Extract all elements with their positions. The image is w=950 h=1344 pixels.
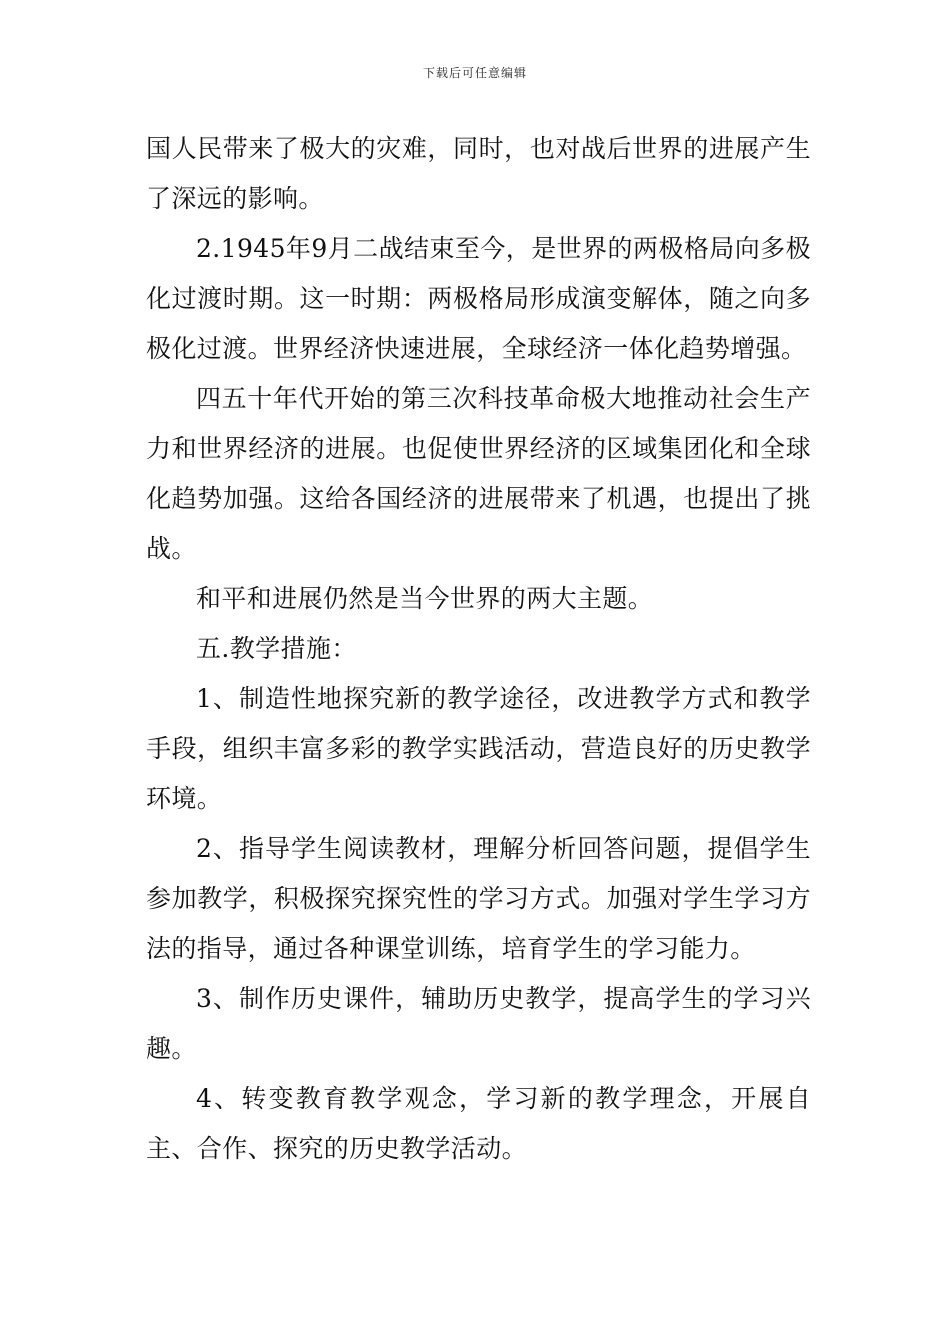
paragraph-tech-revolution: 四五十年代开始的第三次科技革命极大地推动社会生产力和世界经济的进展。也促使世界经济的区域集团化和全球化趋势加强。这给各国经济的进展带来了机遇，也提出了挑战。 <box>146 384 811 563</box>
measure-item-3: 3、制作历史课件，辅助历史教学，提高学生的学习兴趣。 <box>146 984 811 1063</box>
measure-item-1: 1、制造性地探究新的教学途径，改进教学方式和教学手段，组织丰富多彩的教学实践活动，营造良好的历史教学环境。 <box>146 684 811 813</box>
measure-item-2: 2、指导学生阅读教材，理解分析回答问题，提倡学生参加教学，积极探究探究性的学习方式。加强对学生学习方法的指导，通过各种课堂训练，培育学生的学习能力。 <box>146 834 811 963</box>
paragraph-peace-development: 和平和进展仍然是当今世界的两大主题。 <box>196 584 654 613</box>
section-heading-teaching-measures: 五.教学措施： <box>196 634 357 663</box>
paragraph-period-two: 2.1945年9月二战结束至今，是世界的两极格局向多极化过渡时期。这一时期：两极格局形成演变解体，随之向多极化过渡。世界经济快速进展，全球经济一体化趋势增强。 <box>146 234 811 363</box>
measure-item-4: 4、转变教育教学观念，学习新的教学理念，开展自主、合作、探究的历史教学活动。 <box>146 1084 811 1163</box>
document-body <box>146 124 811 1174</box>
paragraph-continued: 国人民带来了极大的灾难，同时，也对战后世界的进展产生了深远的影响。 <box>146 134 811 213</box>
page-header: 下载后可任意编辑 <box>422 66 527 80</box>
